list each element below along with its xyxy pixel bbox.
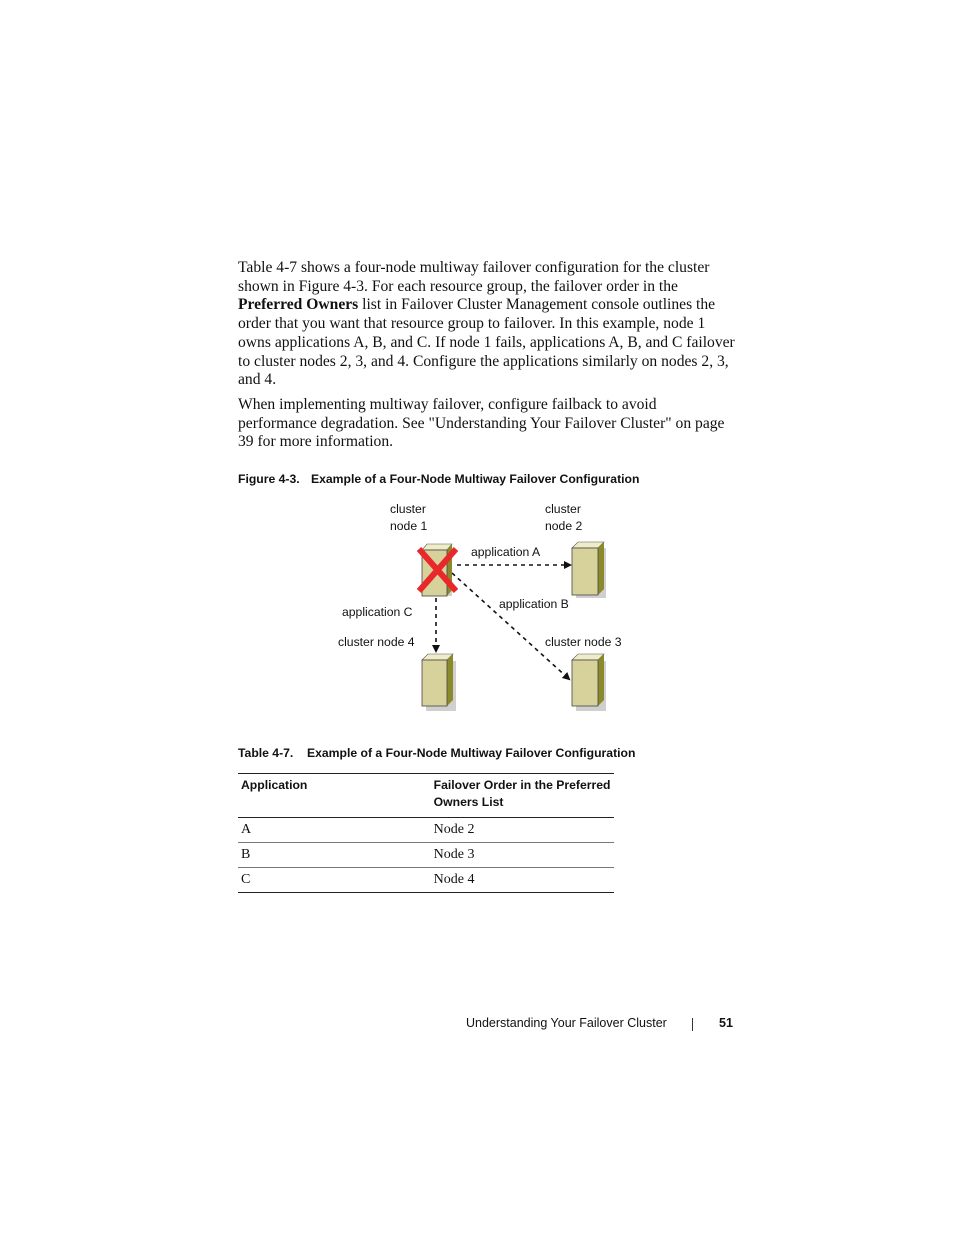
- paragraph-failback: When implementing multiway failover, configure failback to avoid performance degradation. See "Understanding Your Failover Cluster" on page 39 for more information.: [238, 396, 725, 451]
- cell-failover-node: Node 4: [431, 868, 614, 893]
- table-header-row: [238, 774, 614, 818]
- cell-application: B: [238, 843, 431, 868]
- server-icon-node-3: [572, 654, 606, 711]
- label-cluster-node-3: cluster node 3: [545, 635, 622, 649]
- table-caption: [238, 746, 635, 760]
- page-number: 51: [719, 1016, 733, 1030]
- cell-application: C: [238, 868, 431, 893]
- label-node-2-line-1: cluster: [545, 502, 581, 516]
- figure-title: Example of a Four-Node Multiway Failover Configuration: [311, 472, 640, 486]
- table-row: [238, 868, 614, 893]
- preferred-owners-term: Preferred Owners: [238, 296, 359, 314]
- server-icon-node-4: [422, 654, 456, 711]
- paragraph-intro-text-2: list in Failover Cluster Management console outlines the order that you want that resource group to failover. In this example, node 1 owns applications A, B, and C. If node 1 fails, applications A, B, and C failover to cluster nodes 2, 3, and 4. Configure the applications similarly on nodes 2, 3, and 4.: [238, 296, 735, 389]
- arrow-application-b: [452, 573, 569, 679]
- footer-divider: [692, 1018, 693, 1031]
- label-application-a: application A: [471, 545, 541, 559]
- table-row: [238, 843, 614, 868]
- label-application-b: application B: [499, 597, 569, 611]
- header-application: Application: [238, 774, 431, 818]
- label-node-2-line-2: node 2: [545, 519, 583, 533]
- header-failover-order: Failover Order in the Preferred Owners List: [431, 774, 614, 818]
- label-node-1-line-1: cluster: [390, 502, 426, 516]
- cell-failover-node: Node 2: [431, 818, 614, 843]
- server-icon-node-2: [572, 542, 606, 598]
- label-application-c: application C: [342, 605, 413, 619]
- cell-application: A: [238, 818, 431, 843]
- label-node-1-line-2: node 1: [390, 519, 428, 533]
- paragraph-intro-text-1: Table 4-7 shows a four-node multiway failover configuration for the cluster shown in Figure 4-3. For each resource group, the failover order in the: [238, 259, 710, 295]
- label-cluster-node-4: cluster node 4: [338, 635, 415, 649]
- label-cluster-node-1: [390, 501, 427, 535]
- table-row: [238, 818, 614, 843]
- figure-number: Figure 4-3.: [238, 472, 300, 486]
- cell-failover-node: Node 3: [431, 843, 614, 868]
- failover-order-table: [238, 773, 614, 893]
- table-title: Example of a Four-Node Multiway Failover Configuration: [307, 746, 636, 760]
- table-number: Table 4-7.: [238, 746, 294, 760]
- label-cluster-node-2: [545, 501, 582, 535]
- footer-section-title: Understanding Your Failover Cluster: [466, 1016, 667, 1030]
